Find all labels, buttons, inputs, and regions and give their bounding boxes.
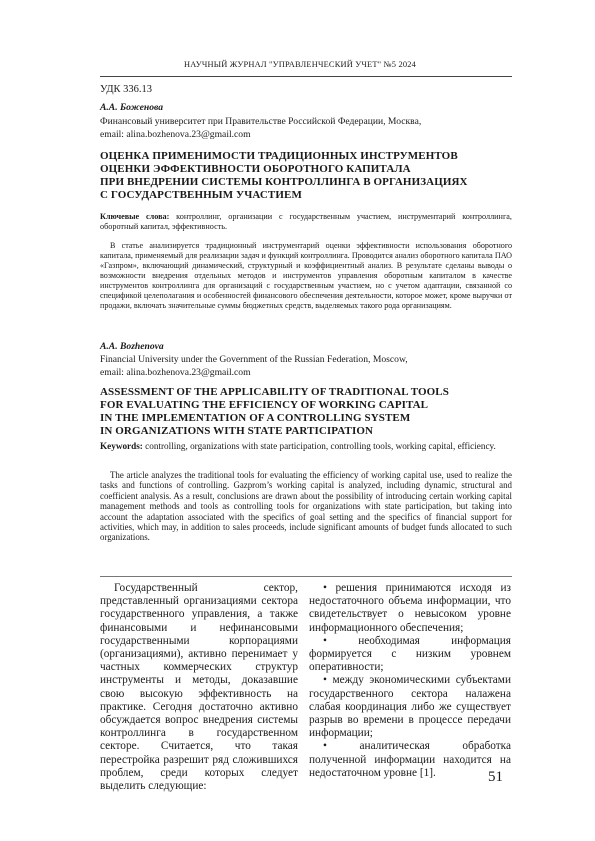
section-divider [100,576,512,577]
body-column-left: Государственный сектор, представленный организациями сектора государственного управления, а также финансовыми и нефинансовыми государственными корпорациями (организациями), активно перенимает у частных коммерческих структур инструменты и методы, доказавшие свою высокую эффективность на практике. Сегодня достаточно активно обсуждается вопрос внедрения системы контроллинга в государственном секторе. Считается, что такая перестройка разрешит ряд сложившихся проблем, среди которых следует выделить следующие: [100,582,298,793]
title-line: IN ORGANIZATIONS WITH STATE PARTICIPATION [100,425,374,437]
affiliation-en [100,354,512,379]
keywords-text-ru: контроллинг, организации с государственным участием, инструментарий контроллинга, оборотный капитал, эффективность. [100,212,512,232]
running-header: НАУЧНЫЙ ЖУРНАЛ "УПРАВЛЕНЧЕСКИЙ УЧЕТ" №5 2024 [183,60,417,69]
keywords-text-en: controlling, organizations with state participation, controlling tools, working capital, efficiency. [142,441,496,451]
keywords-label-en: Keywords: [100,441,143,451]
title-line: ПРИ ВНЕДРЕНИИ СИСТЕМЫ КОНТРОЛЛИНГА В ОРГАНИЗАЦИЯХ [100,176,468,188]
abstract-en: The article analyzes the traditional tools for evaluating the efficiency of working capital use, used to realize the tasks and functions of controlling. Gazprom’s working capital is analyzed, including dynamic, structural and coefficient analysis. As a result, conclusions are drawn about the possibility of introducing certain working capital management methods and tools as controlling tools for organizations with state participation, but taking into account the adaptation associated with the specifics of goal setting and the specifics of financial support for activities, which may, in addition to sales proceeds, include significant amounts of budget funds allocated to such organizations. [100,470,512,543]
udk-code: УДК 336.13 [100,84,153,95]
author-name-en: A.A. Bozhenova [100,341,164,352]
body-column-right [309,582,511,780]
title-line: IN THE IMPLEMENTATION OF A CONTROLLING SYSTEM [100,412,411,424]
abstract-ru: В статье анализируется традиционный инструментарий оценки эффективности использования оборотного капитала, применяемый для реализации задач и функций контроллинга. Проводится анализ оборотного капитала ПАО «Газпром», включающий динамический, структурный и коэффициентный анализ. В результате сделаны выводы о возможности внедрения отдельных методов и инструментов управления оборотным капиталом в качестве инструментов контроллинга для организаций с государственным участием, но с учетом адаптации, связанной со спецификой целеполагания и особенностей финансового обеспечения деятельности, которое может, кроме выручки от продажи, включать значительные суммы бюджетных средств, выделяемых такого рода организациям. [100,241,512,310]
email-en: email: alina.bozhenova.23@gmail.com [100,366,251,378]
affiliation-text-en: Financial University under the Government of the Russian Federation, Moscow, [100,354,408,365]
affiliation-ru [100,116,512,141]
keywords-ru [100,212,512,232]
title-line: С ГОСУДАРСТВЕННЫМ УЧАСТИЕМ [100,189,302,201]
affiliation-text-ru: Финансовый университет при Правительстве Российской Федерации, Москва, [100,116,422,127]
page-number: 51 [488,769,503,785]
title-line: FOR EVALUATING THE EFFICIENCY OF WORKING CAPITAL [100,399,429,411]
article-title-ru [100,150,512,202]
title-line: ОЦЕНКИ ЭФФЕКТИВНОСТИ ОБОРОТНОГО КАПИТАЛА [100,163,411,175]
article-title-en [100,386,512,438]
title-line: ASSESSMENT OF THE APPLICABILITY OF TRADITIONAL TOOLS [100,386,449,398]
bullet-item: • аналитическая обработка полученной информации находится на недостаточном уровне [1]. [309,740,511,779]
keywords-label-ru: Ключевые слова: [100,212,170,221]
keywords-en [100,441,512,453]
header-divider [100,76,512,77]
bullet-item: • необходимая информация формируется с низким уровнем оперативности; [309,634,511,674]
bullet-item: • между экономическими субъектами государственного сектора налажена слабая координация либо же существует разрыв во времени в процессе передачи информации; [309,674,511,740]
email-ru: email: alina.bozhenova.23@gmail.com [100,128,251,140]
title-line: ОЦЕНКА ПРИМЕНИМОСТИ ТРАДИЦИОННЫХ ИНСТРУМЕНТОВ [100,150,458,162]
bullet-item: • решения принимаются исходя из недостаточного объема информации, что свидетельствует о невысоком уровне информационного обеспечения; [309,582,511,634]
author-name-ru: А.А. Боженова [100,102,164,113]
